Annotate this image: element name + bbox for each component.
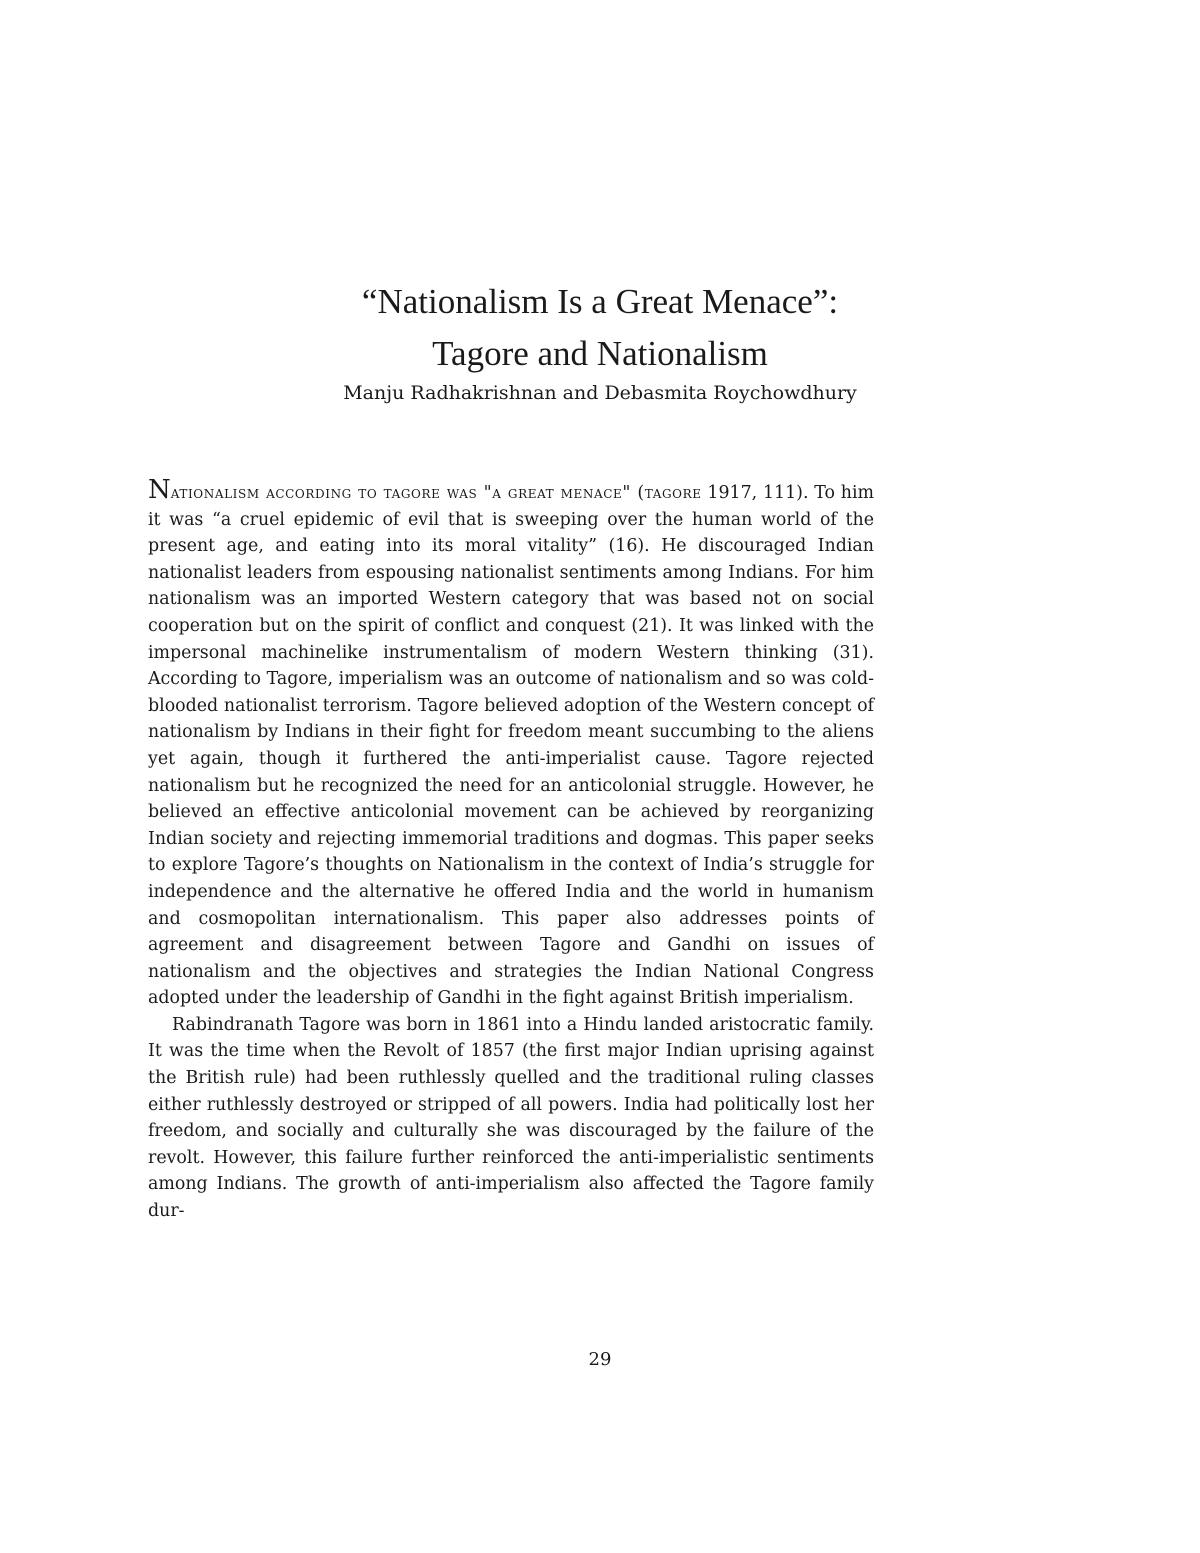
title-line-2: Tagore and Nationalism [432,334,768,373]
title-line-1: “Nationalism Is a Great Menace”: [361,282,839,321]
article-body [148,475,874,1225]
article-title [0,276,1200,380]
drop-cap: N [148,475,171,505]
opening-smallcaps: ationalism according to tagore was "a great menace" (tagore [170,483,702,503]
page-number: 29 [588,1349,612,1370]
paragraph-1-text: 1917, 111). To him it was “a cruel epidemic of evil that is sweeping over the human world of the present age, and eating into its moral vitality” (16). He discouraged Indian nationalist leaders from espousing nationalist sentiments among Indians. For him nationalism was an imported Western category that was based not on social cooperation but on the spirit of conflict and conquest (21). It was linked with the impersonal machinelike instrumentalism of modern Western thinking (31). According to Tagore, imperialism was an outcome of nationalism and so was cold-blooded nationalist terrorism. Tagore believed adoption of the Western concept of nationalism by Indians in their fight for freedom meant succumbing to the aliens yet again, though it furthered the anti-imperialist cause. Tagore rejected nationalism but he recognized the need for an anticolonial struggle. However, he believed an effective anticolonial movement can be achieved by reorganizing Indian society and rejecting immemorial traditions and dogmas. This paper seeks to explore Tagore’s thoughts on Nationalism in the context of India’s struggle for independence and the alternative he offered India and the world in humanism and cosmopolitan internationalism. This paper also addresses points of agreement and disagreement between Tagore and Gandhi on issues of nationalism and the objectives and strategies the Indian National Congress adopted under the leadership of Gandhi in the fight against British imperialism. [148,483,874,1009]
paragraph-1 [148,475,874,1012]
paragraph-2: Rabindranath Tagore was born in 1861 into a Hindu landed aristocratic family. It was the time when the Revolt of 1857 (the first major Indian uprising against the British rule) had been ruthlessly quelled and the traditional ruling classes either ruthlessly destroyed or stripped of all powers. India had politically lost her freedom, and socially and culturally she was discouraged by the failure of the revolt. However, this failure further reinforced the anti-imperialistic sentiments among Indians. The growth of anti-imperialism also affected the Tagore family dur- [148,1014,874,1222]
article-authors: Manju Radhakrishnan and Debasmita Roychowdhury [343,382,857,404]
